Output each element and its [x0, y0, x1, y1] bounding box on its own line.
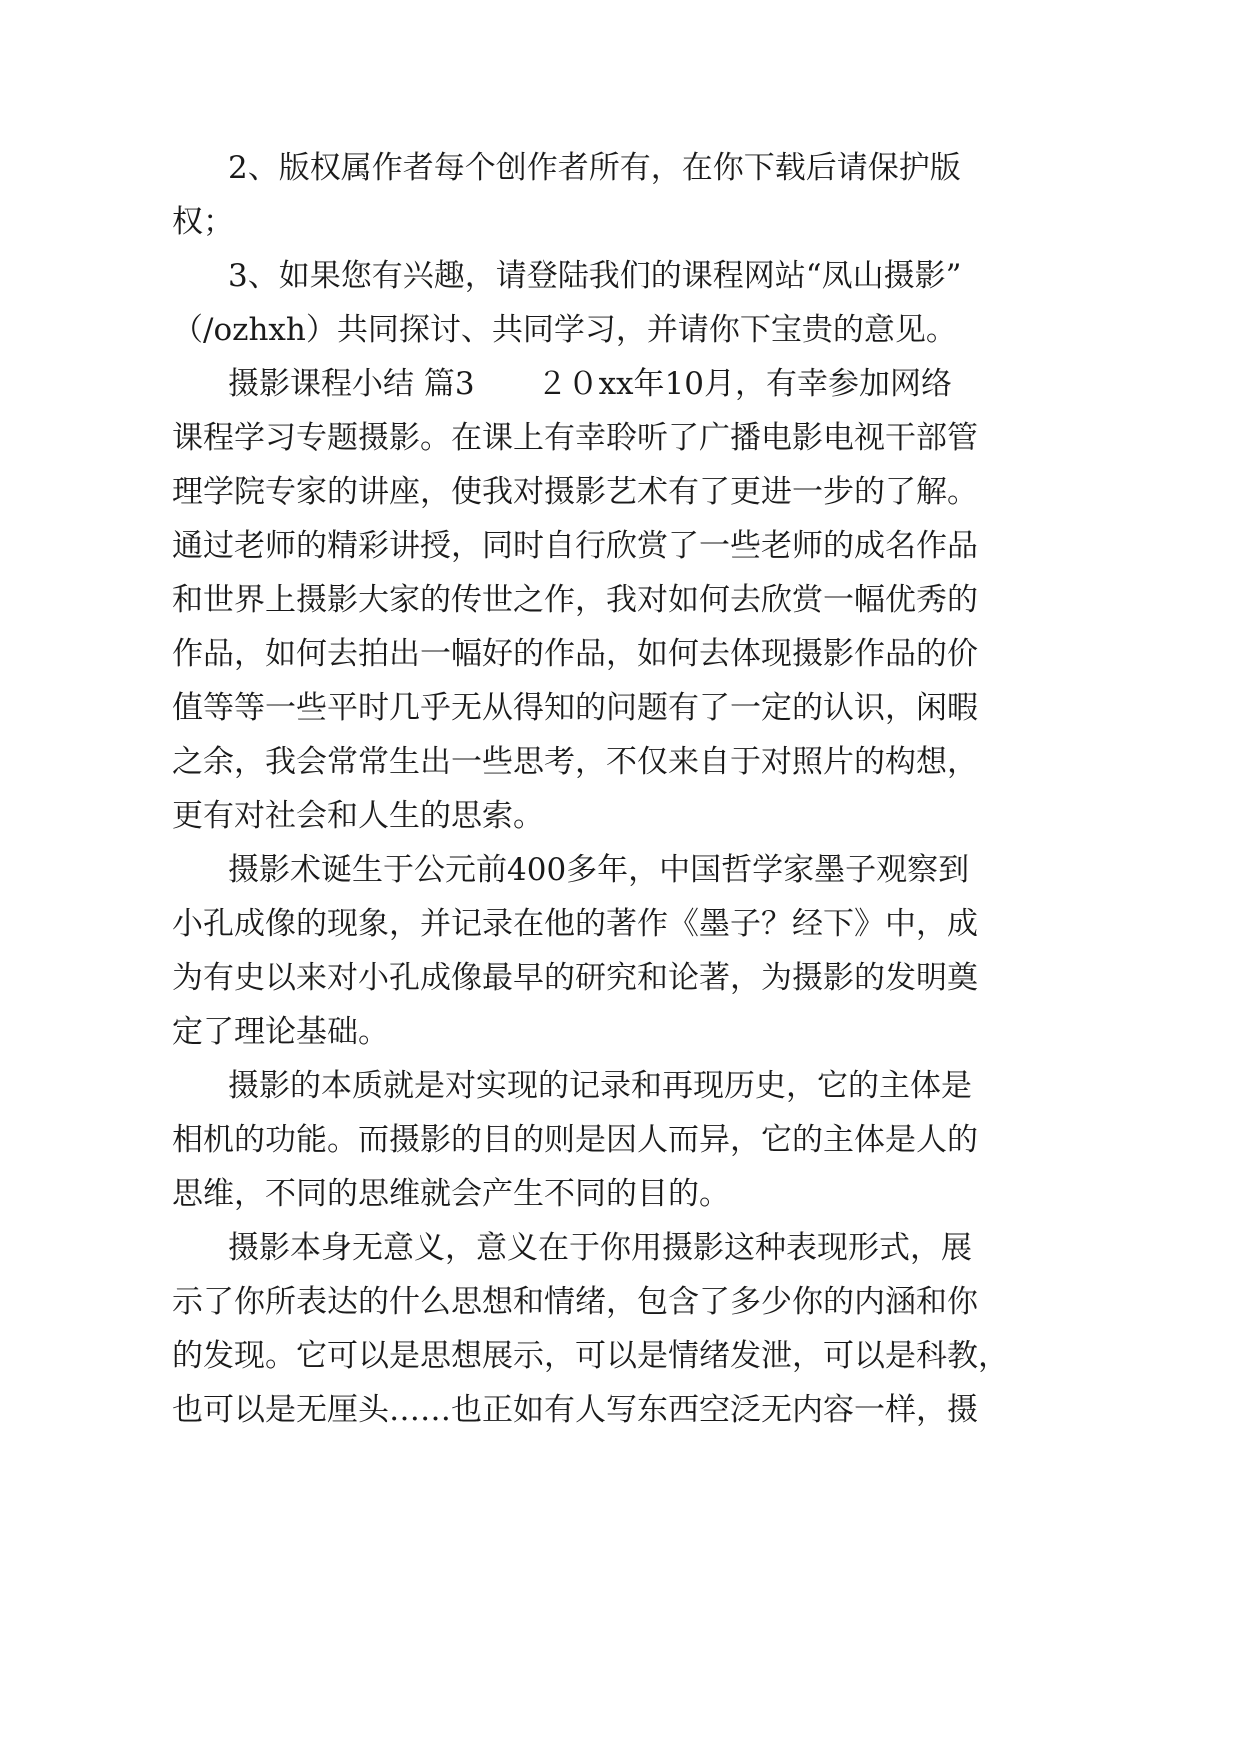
text-line	[0, 192, 1241, 252]
text-line	[0, 138, 1241, 198]
line-text: 的发现。它可以是思想展示，可以是情绪发泄，可以是科教，	[172, 1338, 1009, 1374]
line-text: 思维，不同的思维就会产生不同的目的。	[172, 1176, 730, 1212]
line-text: 摄影术诞生于公元前400多年，中国哲学家墨子观察到	[228, 852, 970, 888]
text-line	[0, 840, 1241, 900]
line-text: 通过老师的精彩讲授，同时自行欣赏了一些老师的成名作品	[172, 528, 978, 564]
text-line	[0, 1380, 1241, 1440]
line-text: 摄影本身无意义，意义在于你用摄影这种表现形式，展	[228, 1230, 972, 1266]
line-text: 2、版权属作者每个创作者所有，在你下载后请保护版	[228, 150, 961, 186]
text-line	[0, 246, 1241, 306]
line-text: 相机的功能。而摄影的目的则是因人而异，它的主体是人的	[172, 1122, 978, 1158]
text-line	[0, 408, 1241, 468]
line-text: （/ozhxh）共同探讨、共同学习，并请你下宝贵的意见。	[172, 312, 957, 348]
line-text: 理学院专家的讲座，使我对摄影艺术有了更进一步的了解。	[172, 474, 978, 510]
line-text: 3、如果您有兴趣，请登陆我们的课程网站“凤山摄影”	[228, 258, 962, 294]
text-line	[0, 462, 1241, 522]
line-text: 摄影的本质就是对实现的记录和再现历史，它的主体是	[228, 1068, 972, 1104]
text-line	[0, 1272, 1241, 1332]
text-line	[0, 894, 1241, 954]
line-text: 和世界上摄影大家的传世之作，我对如何去欣赏一幅优秀的	[172, 582, 978, 618]
text-line	[0, 1110, 1241, 1170]
text-line	[0, 1056, 1241, 1116]
line-text: 也可以是无厘头……也正如有人写东西空泛无内容一样，摄	[172, 1392, 978, 1428]
text-line	[0, 1164, 1241, 1224]
line-text: 更有对社会和人生的思索。	[172, 798, 544, 834]
section-heading-line	[0, 354, 1241, 414]
text-line	[0, 786, 1241, 846]
line-text: 之余，我会常常生出一些思考，不仅来自于对照片的构想，	[172, 744, 978, 780]
line-text: 权；	[172, 204, 234, 240]
line-text: 作品，如何去拍出一幅好的作品，如何去体现摄影作品的价	[172, 636, 978, 672]
line-text: 课程学习专题摄影。在课上有幸聆听了广播电影电视干部管	[172, 420, 978, 456]
text-line	[0, 948, 1241, 1008]
line-text: 为有史以来对小孔成像最早的研究和论著，为摄影的发明奠	[172, 960, 978, 996]
line-text: 示了你所表达的什么思想和情绪，包含了多少你的内涵和你	[172, 1284, 978, 1320]
text-line	[0, 1326, 1241, 1386]
text-line	[0, 1002, 1241, 1062]
text-line	[0, 1218, 1241, 1278]
text-line	[0, 624, 1241, 684]
text-line	[0, 570, 1241, 630]
line-text: 摄影课程小结 篇3 ２０xx年10月，有幸参加网络	[228, 366, 952, 402]
text-line	[0, 300, 1241, 360]
text-line	[0, 516, 1241, 576]
line-text: 定了理论基础。	[172, 1014, 389, 1050]
text-line	[0, 678, 1241, 738]
line-text: 小孔成像的现象，并记录在他的著作《墨子？经下》中，成	[172, 906, 978, 942]
line-text: 值等等一些平时几乎无从得知的问题有了一定的认识，闲暇	[172, 690, 978, 726]
text-line	[0, 732, 1241, 792]
